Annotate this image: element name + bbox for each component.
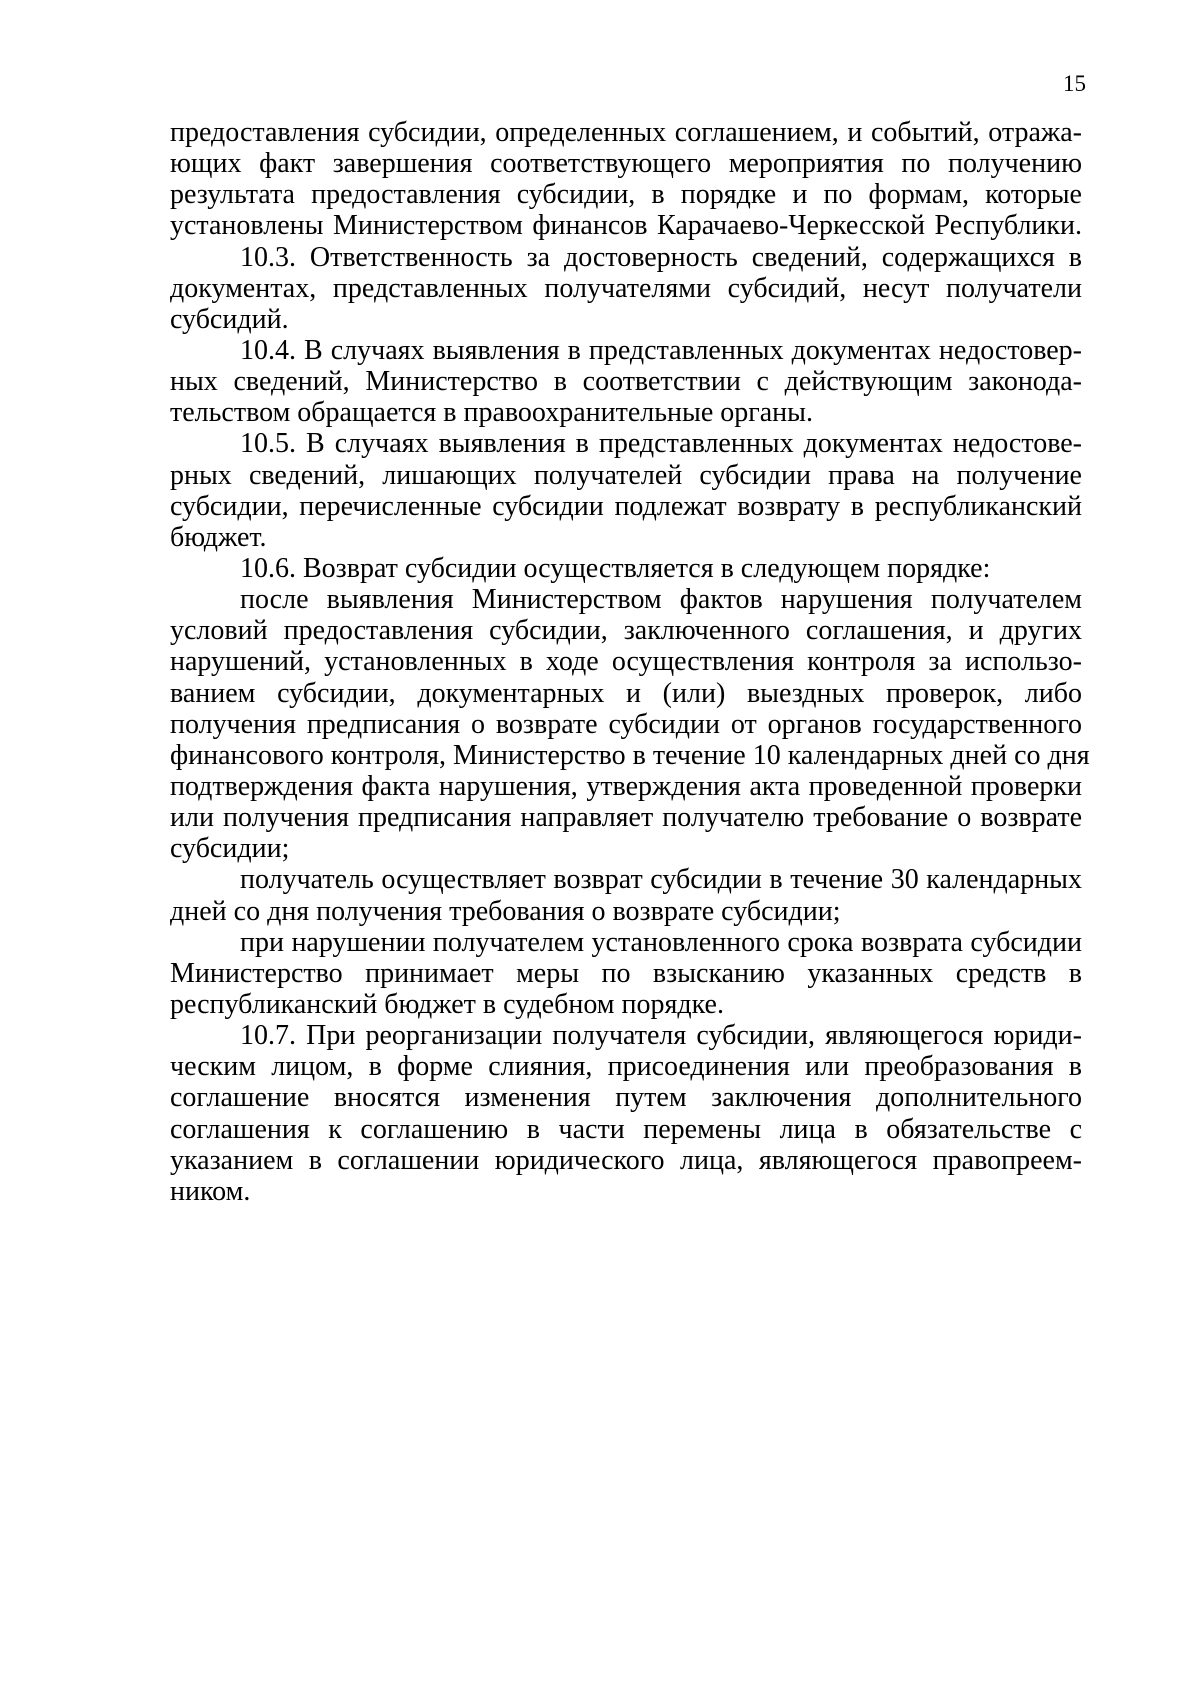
text-line: установлены Министерством финансов Карачаево-Черкесской Республики.: [170, 210, 1082, 242]
text-line: получения предписания о возврате субсидии от органов государственного: [170, 708, 1082, 740]
text-line: субсидии;: [170, 833, 290, 865]
text-line: республиканский бюджет в судебном порядке.: [170, 988, 724, 1020]
text-line: ванием субсидии, документарных и (или) выездных проверок, либо: [170, 677, 1082, 709]
text-line: ющих факт завершения соответствующего мероприятия по получению: [170, 148, 1082, 180]
text-line: или получения предписания направляет получателю требование о возврате: [170, 802, 1082, 834]
text-line: бюджет.: [170, 521, 267, 553]
text-line: условий предоставления субсидии, заключенного соглашения, и других: [170, 615, 1082, 647]
text-line: соглашения к соглашению в части перемены лица в обязательстве с: [170, 1113, 1082, 1145]
text-line: 10.5. В случаях выявления в представленных документах недостове-: [240, 428, 1082, 460]
text-line: соглашение вносятся изменения путем заключения дополнительного: [170, 1082, 1082, 1114]
text-line: указанием в соглашении юридического лица, являющегося правопреем-: [170, 1144, 1082, 1176]
text-line: тельством обращается в правоохранительные органы.: [170, 397, 813, 429]
text-line: ных сведений, Министерство в соответствии с действующим законода-: [170, 366, 1082, 398]
text-line: подтверждения факта нарушения, утверждения акта проведенной проверки: [170, 770, 1082, 802]
page-number: 15: [1063, 71, 1086, 96]
text-line: при нарушении получателем установленного срока возврата субсидии: [240, 926, 1082, 958]
text-line: предоставления субсидии, определенных соглашением, и событий, отража-: [170, 117, 1082, 148]
text-line: после выявления Министерством фактов нарушения получателем: [240, 584, 1082, 616]
text-line: получатель осуществляет возврат субсидии в течение 30 календарных: [240, 864, 1082, 896]
text-line: Министерство принимает меры по взысканию указанных средств в: [170, 957, 1082, 989]
text-line: 10.6. Возврат субсидии осуществляется в следующем порядке:: [240, 552, 991, 584]
text-line: дней со дня получения требования о возврате субсидии;: [170, 895, 841, 927]
text-line: 10.7. При реорганизации получателя субсидии, являющегося юриди-: [240, 1020, 1082, 1052]
text-line: результата предоставления субсидии, в порядке и по формам, которые: [170, 179, 1082, 211]
text-line: субсидии, перечисленные субсидии подлежат возврату в республиканский: [170, 490, 1082, 522]
document-body: [170, 117, 1090, 1207]
text-line: ческим лицом, в форме слияния, присоединения или преобразования в: [170, 1051, 1082, 1083]
text-line: нарушений, установленных в ходе осуществления контроля за использо-: [170, 646, 1082, 678]
text-line: документах, представленных получателями субсидий, несут получатели: [170, 272, 1082, 304]
text-line: ником.: [170, 1175, 251, 1207]
text-line: финансового контроля, Министерство в течение 10 календарных дней со дня: [170, 739, 1090, 771]
text-line: субсидий.: [170, 303, 289, 335]
text-line: рных сведений, лишающих получателей субсидии права на получение: [170, 459, 1082, 491]
text-line: 10.3. Ответственность за достоверность сведений, содержащихся в: [240, 241, 1082, 273]
text-line: 10.4. В случаях выявления в представленных документах недостовер-: [240, 334, 1082, 366]
